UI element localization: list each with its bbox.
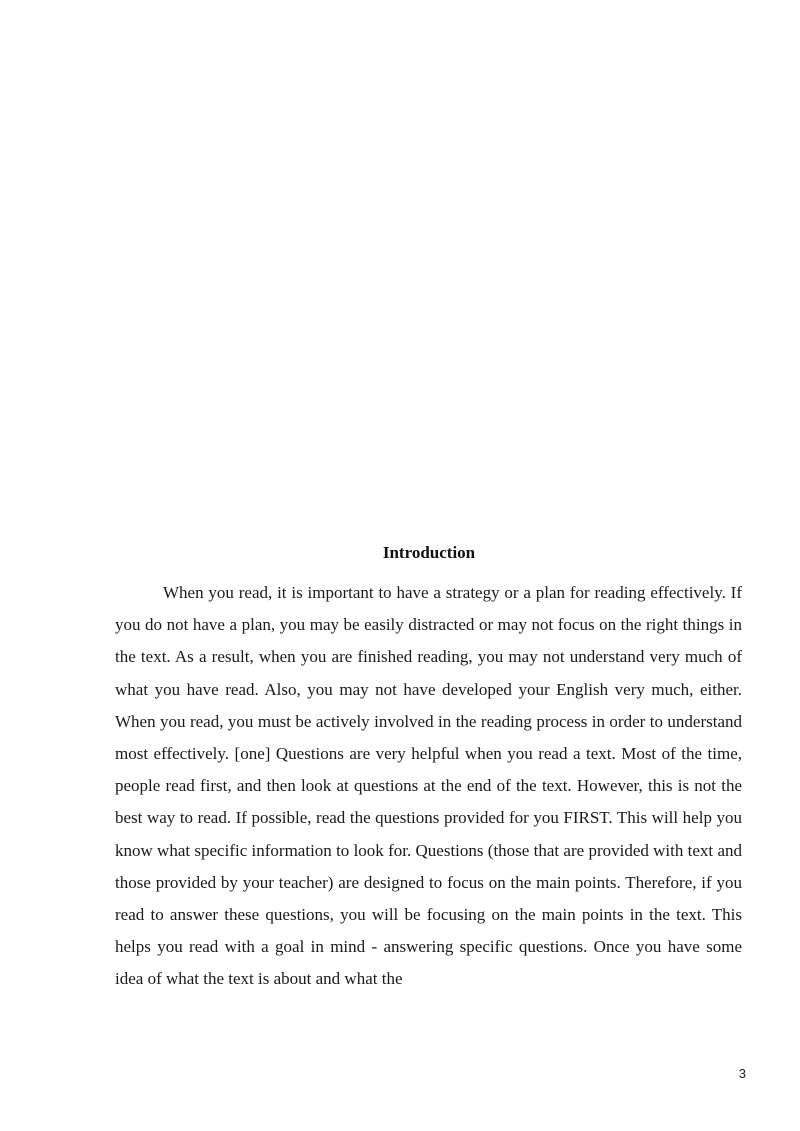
body-paragraph: When you read, it is important to have a strategy or a plan for reading effectively. If you do not have a plan, you may be easily distracted or may not focus on the right things in the text. As a result, when you are finished reading, you may not understand very much of what you have read. Also, you may not have developed your English very much, either. When you read, you must be actively involved in the reading process in order to understand most effectively. [one] Questions are very helpful when you read a text. Most of the time, people read first, and then look at questions at the end of the text. However, this is not the best way to read. If possible, read the questions provided for you FIRST. This will help you know what specific information to look for. Questions (those that are provided with text and those provided by your teacher) are designed to focus on the main points. Therefore, if you read to answer these questions, you will be focusing on the main points in the text. This helps you read with a goal in mind - answering specific questions. Once you have some idea of what the text is about and what the (115, 583, 742, 989)
page-number: 3 (738, 1066, 746, 1081)
section-heading: Introduction (382, 543, 476, 562)
